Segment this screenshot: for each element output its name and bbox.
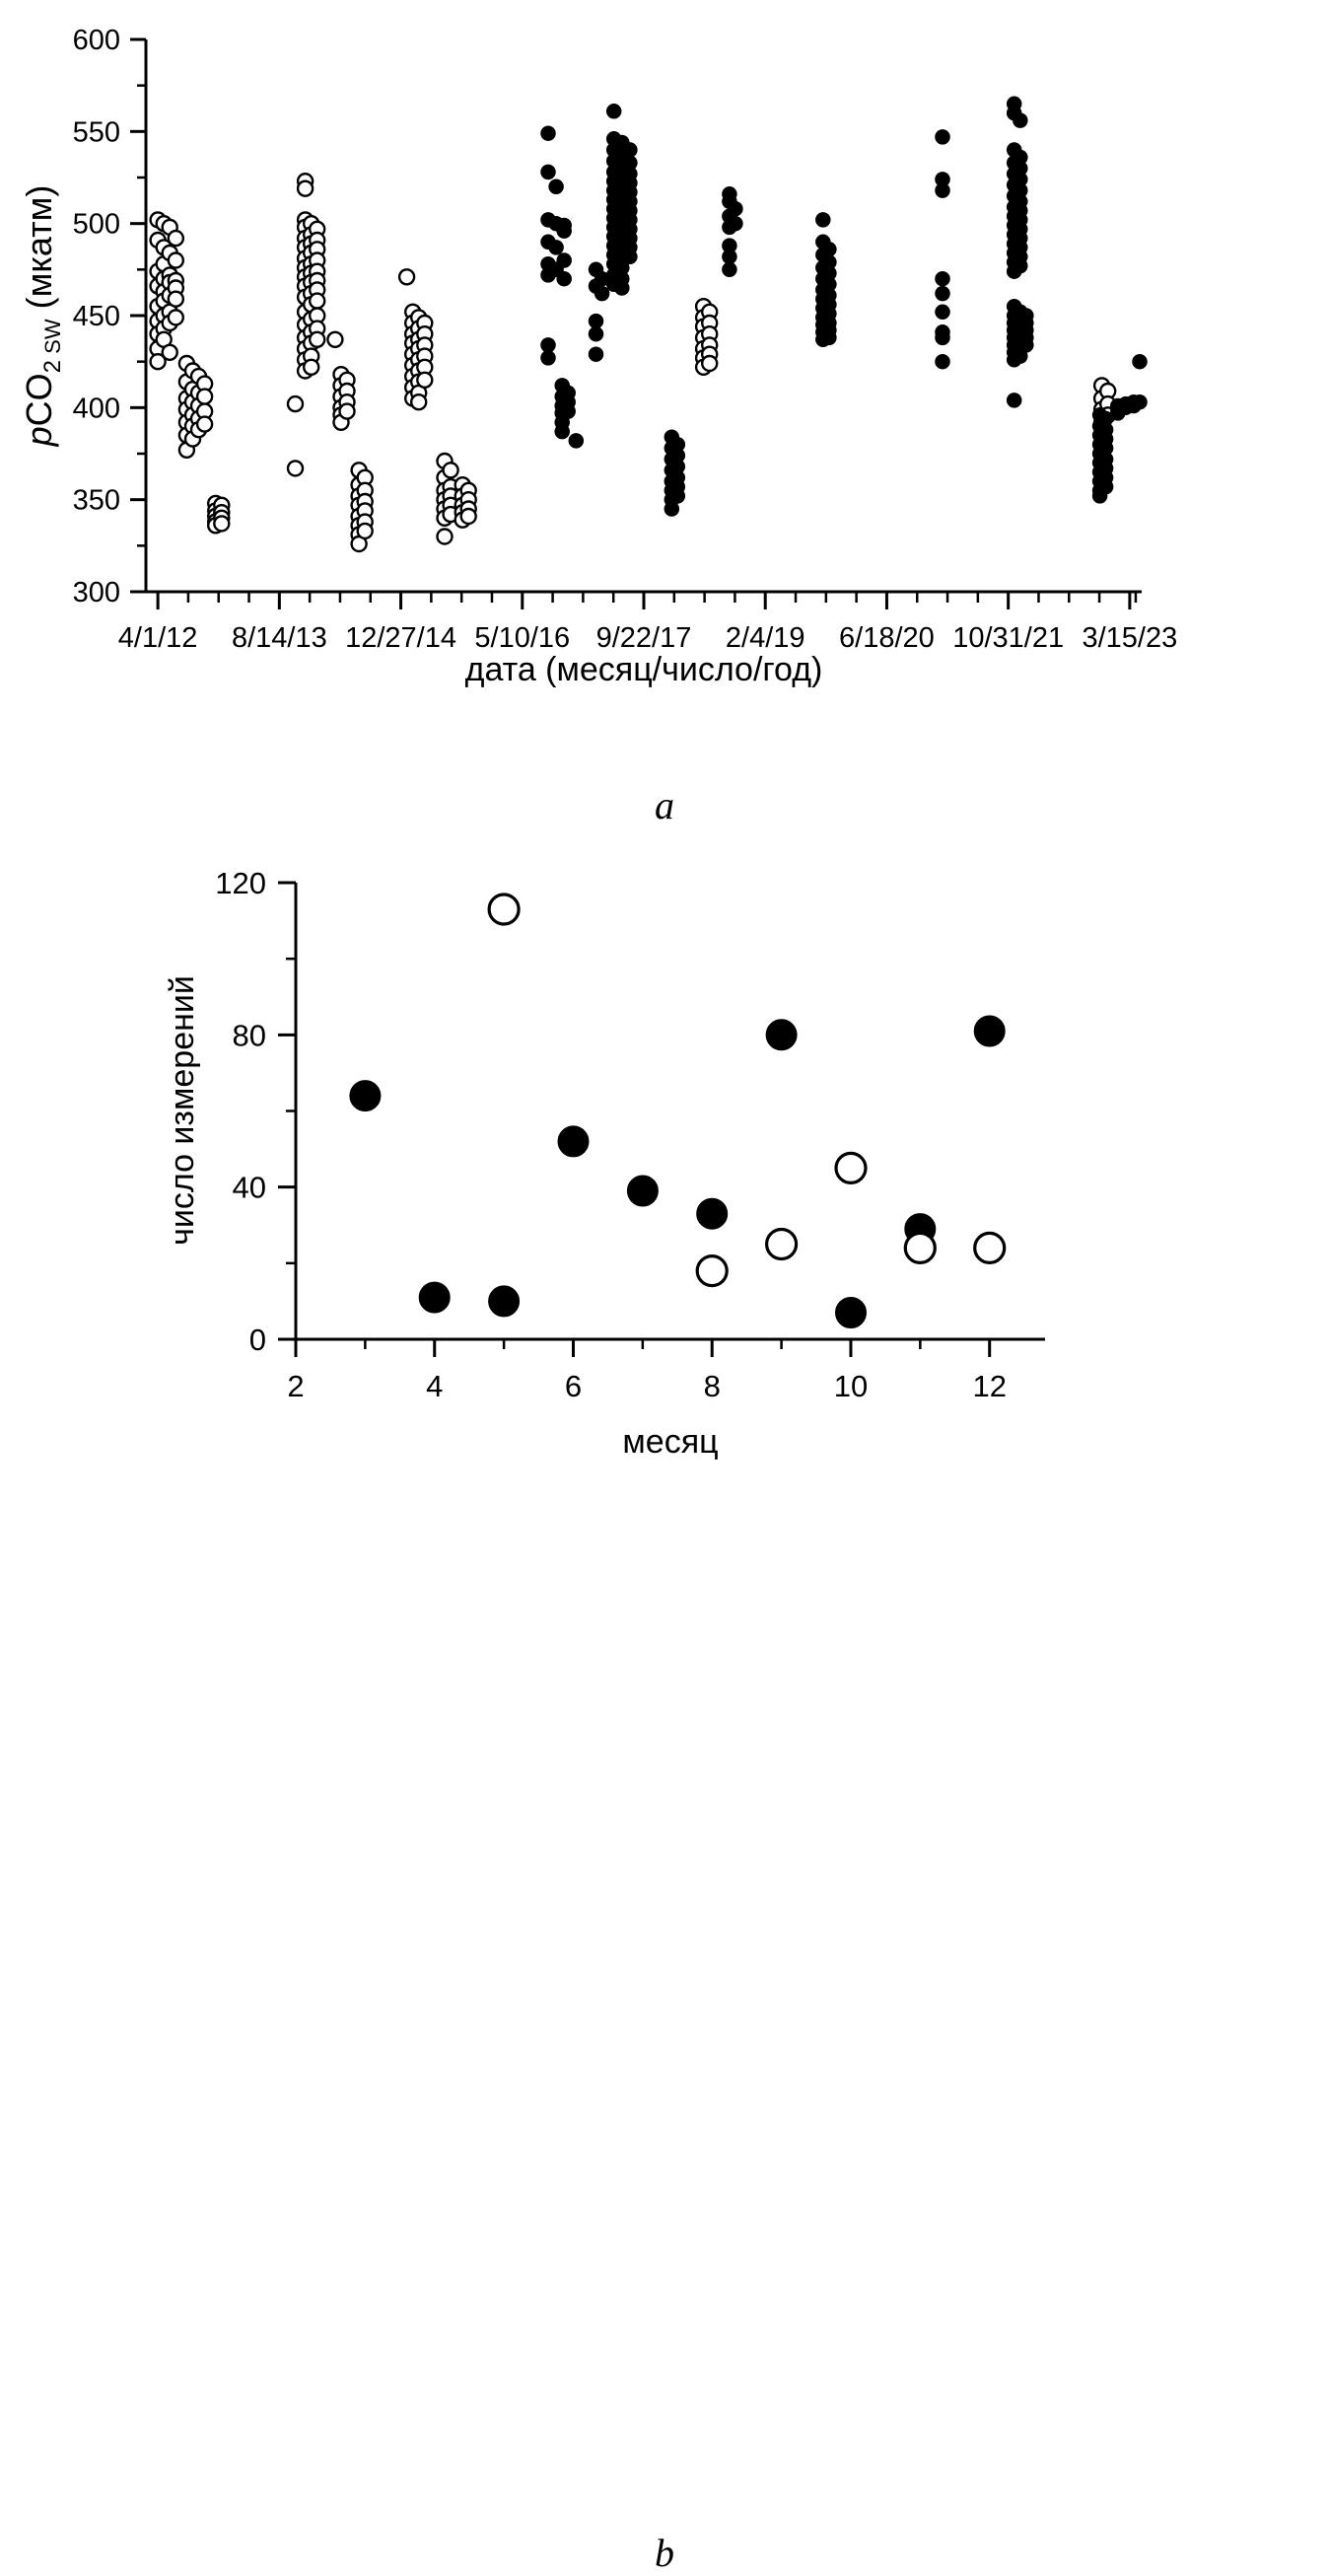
data-point-filled xyxy=(936,130,949,144)
y-title-units: (мкатм) xyxy=(19,184,59,320)
panel-a-svg xyxy=(0,0,1329,848)
data-point-open xyxy=(310,294,324,309)
data-point-open xyxy=(310,332,324,347)
data-point-filled xyxy=(615,281,629,295)
data-point-filled xyxy=(697,1199,727,1229)
data-point-open xyxy=(358,524,373,538)
data-point-open xyxy=(975,1233,1005,1262)
data-point-filled xyxy=(936,272,949,286)
panel-a-x-tick-label: 9/22/17 xyxy=(595,622,692,654)
data-point-filled xyxy=(549,179,563,193)
data-point-open xyxy=(288,461,303,475)
panel-b-axes xyxy=(296,883,1045,1339)
panel-a-label: a xyxy=(655,783,674,827)
data-point-filled xyxy=(664,502,678,516)
data-point-open xyxy=(288,396,303,411)
y-title-sub-text: SW xyxy=(40,319,65,360)
data-point-filled xyxy=(561,404,575,418)
data-point-filled xyxy=(723,250,736,263)
panel-a-x-ticks xyxy=(158,592,1136,609)
data-point-filled xyxy=(1014,113,1027,127)
data-point-filled xyxy=(590,347,603,361)
data-point-filled xyxy=(1014,259,1027,273)
data-point-open xyxy=(697,1256,727,1286)
data-point-open xyxy=(411,394,426,409)
data-point-filled xyxy=(541,126,555,140)
data-point-open xyxy=(489,894,519,924)
panel-b-y-ticks xyxy=(215,866,296,1357)
data-point-open xyxy=(340,404,355,419)
data-point-open xyxy=(169,310,183,324)
data-point-filled xyxy=(623,143,637,157)
panel-a-axes xyxy=(146,39,1142,592)
data-point-filled xyxy=(590,315,603,328)
data-point-open xyxy=(836,1153,866,1182)
data-point-open xyxy=(298,181,313,196)
data-point-filled xyxy=(595,272,609,286)
data-point-filled xyxy=(1008,394,1021,407)
panel-a-x-tick-label: 3/15/23 xyxy=(1082,622,1178,654)
panel-b-x-tick-label: 10 xyxy=(833,1369,869,1403)
data-point-filled xyxy=(729,217,742,231)
data-point-open xyxy=(461,509,476,524)
data-point-filled xyxy=(767,1020,797,1049)
data-point-filled xyxy=(723,262,736,276)
panel-a-x-axis-title: дата (месяц/число/год) xyxy=(464,651,823,688)
data-point-filled xyxy=(1133,395,1147,409)
data-point-filled xyxy=(557,253,571,267)
panel-a-x-tick-label: 5/10/16 xyxy=(474,622,571,654)
data-point-filled xyxy=(607,105,621,118)
data-point-filled xyxy=(936,287,949,301)
data-point-filled xyxy=(936,330,949,344)
panel-b-label: b xyxy=(655,2531,674,2575)
data-point-open xyxy=(444,463,458,477)
data-point-filled xyxy=(822,243,836,256)
panel-a-y-axis-title xyxy=(19,185,66,448)
panel-b-y-tick-label: 80 xyxy=(232,1018,266,1053)
data-point-open xyxy=(905,1233,935,1262)
panel-a-x-tick-label: 10/31/21 xyxy=(952,622,1065,654)
panel-a-x-tick-label: 2/4/19 xyxy=(725,622,805,654)
panel-b-x-tick-label: 12 xyxy=(972,1369,1007,1403)
panel-a-y-ticks xyxy=(73,25,146,608)
y-title-sub-numeric: 2 xyxy=(39,359,66,374)
data-point-filled xyxy=(1133,355,1147,369)
data-point-filled xyxy=(420,1283,450,1313)
data-point-filled xyxy=(729,202,742,216)
data-point-filled xyxy=(623,250,637,263)
panel-b-y-tick-label: 120 xyxy=(215,866,266,900)
data-point-open xyxy=(327,332,342,347)
data-point-open xyxy=(702,356,717,371)
panel-a-x-tick-label: 12/27/14 xyxy=(345,622,457,654)
panel-b-y-tick-label: 0 xyxy=(248,1323,266,1357)
data-point-open xyxy=(417,373,432,388)
panel-a-x-tick-label: 4/1/12 xyxy=(117,622,198,654)
panel-a-y-tick-label: 350 xyxy=(72,484,120,517)
data-point-filled xyxy=(557,224,571,238)
data-point-open xyxy=(169,253,183,268)
panel-b-y-axis-title-text: число измерений xyxy=(164,975,201,1246)
data-point-open xyxy=(197,417,212,432)
data-point-open xyxy=(767,1230,797,1259)
panel-a-x-tick-labels xyxy=(118,622,1177,654)
y-title-italic-p: p xyxy=(19,426,59,447)
data-point-open xyxy=(214,516,229,531)
panel-b-scatter-counts xyxy=(0,848,1329,2575)
panel-a-y-tick-label: 550 xyxy=(72,116,120,149)
data-point-filled xyxy=(836,1298,866,1327)
data-point-open xyxy=(438,530,453,544)
data-point-open xyxy=(399,269,414,284)
data-point-filled xyxy=(1099,480,1113,494)
data-point-filled xyxy=(559,1126,589,1156)
data-point-filled xyxy=(936,305,949,319)
panel-a-data-points xyxy=(151,97,1147,551)
panel-a-x-tick-label: 8/14/13 xyxy=(231,622,327,654)
data-point-filled xyxy=(936,355,949,369)
data-point-open xyxy=(169,292,183,307)
data-point-filled xyxy=(541,351,555,365)
data-point-filled xyxy=(822,330,836,344)
data-point-open xyxy=(169,231,183,246)
panel-a-y-tick-label: 400 xyxy=(72,393,120,425)
data-point-filled xyxy=(489,1286,519,1316)
panel-a-scatter-pco2 xyxy=(0,0,1329,848)
panel-a-x-tick-label: 6/18/20 xyxy=(839,622,935,654)
data-point-filled xyxy=(595,287,609,301)
data-point-filled xyxy=(816,213,830,227)
data-point-filled xyxy=(557,272,571,286)
data-point-filled xyxy=(541,338,555,352)
data-point-filled xyxy=(555,425,569,439)
data-point-filled xyxy=(350,1081,380,1110)
panel-b-x-tick-label: 8 xyxy=(703,1369,721,1403)
panel-a-y-tick-label: 300 xyxy=(72,577,120,608)
data-point-filled xyxy=(549,241,563,254)
data-point-filled xyxy=(590,327,603,341)
data-point-open xyxy=(304,360,318,375)
y-title-main: CO xyxy=(19,373,59,427)
panel-b-svg xyxy=(0,848,1329,1739)
panel-b-data-points xyxy=(350,894,1004,1327)
data-point-filled xyxy=(541,165,555,179)
svg-text:pCO2 SW (мкатм) xyxy=(19,185,66,448)
data-point-filled xyxy=(975,1017,1005,1046)
panel-a-y-tick-label: 450 xyxy=(72,301,120,332)
panel-b-x-tick-label: 2 xyxy=(287,1369,305,1403)
panel-a-y-tick-label: 600 xyxy=(72,25,120,56)
data-point-open xyxy=(163,345,177,360)
panel-b-y-axis-title xyxy=(164,975,201,1246)
data-point-filled xyxy=(569,434,583,448)
panel-b-x-tick-label: 4 xyxy=(426,1369,444,1403)
data-point-open xyxy=(197,390,212,404)
panel-b-x-axis-title: месяц xyxy=(622,1423,719,1461)
panel-a-y-tick-label: 500 xyxy=(72,208,120,241)
data-point-filled xyxy=(670,489,684,503)
data-point-filled xyxy=(1019,338,1033,352)
data-point-filled xyxy=(628,1177,658,1206)
data-point-filled xyxy=(936,183,949,197)
panel-b-x-tick-label: 6 xyxy=(564,1369,583,1403)
panel-b-y-tick-label: 40 xyxy=(232,1170,266,1205)
panel-b-x-ticks xyxy=(287,1339,1007,1403)
